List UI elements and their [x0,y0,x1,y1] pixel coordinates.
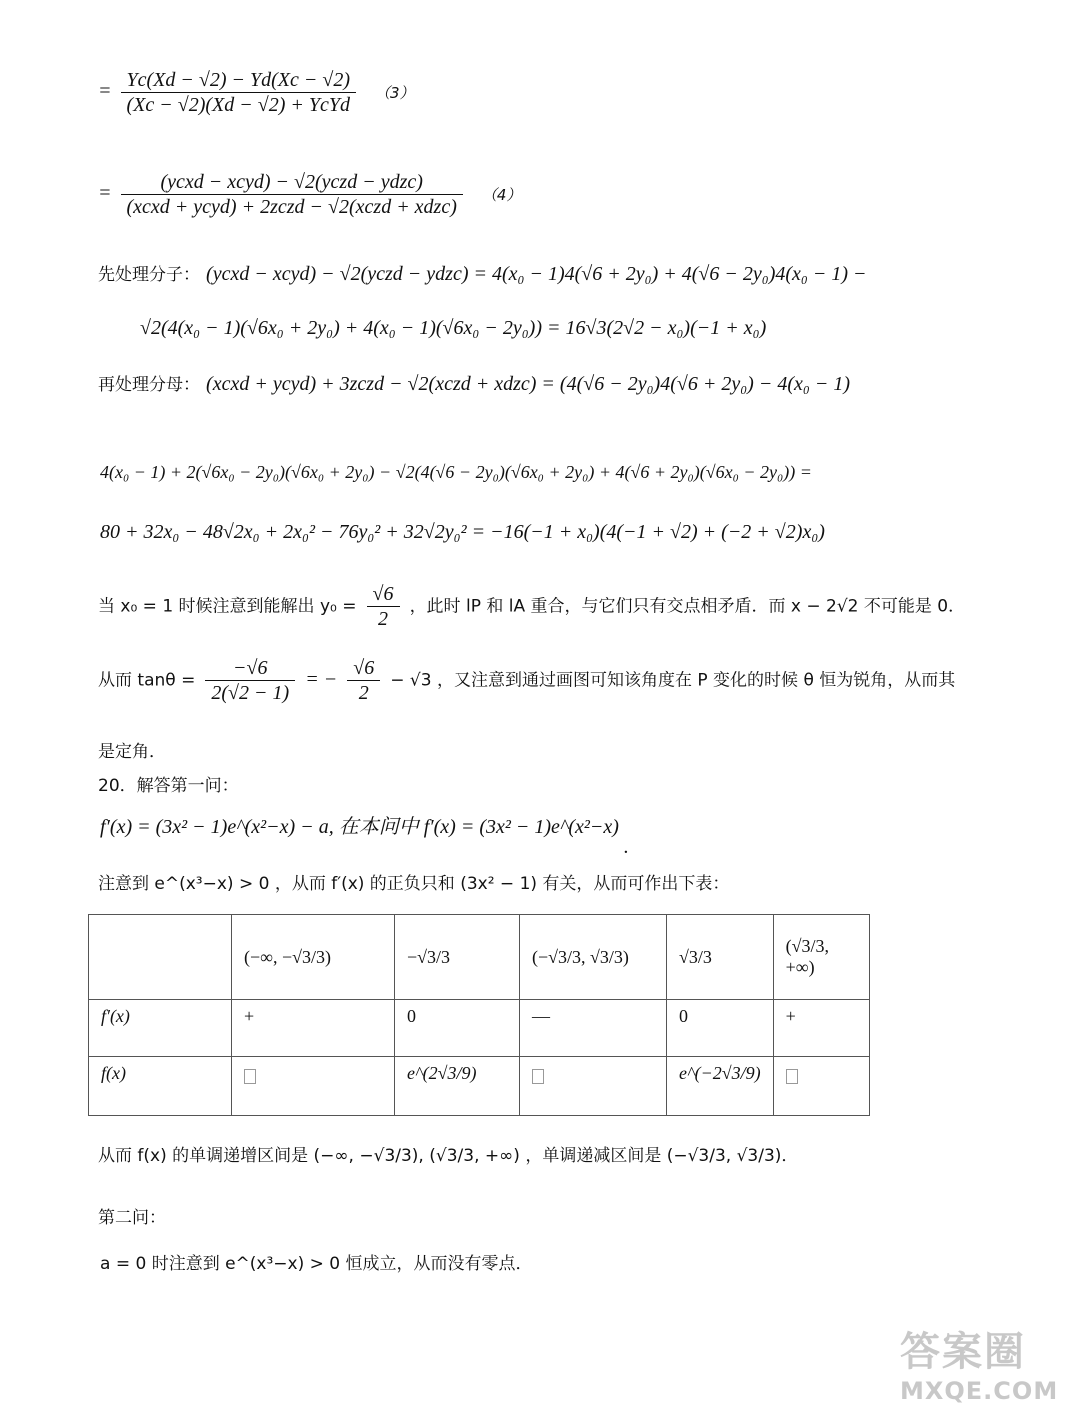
fraction-denominator: (xcxd + ycyd) + 2zczd − √2(xczd + xdzc) [126,196,457,218]
equation-tag: （4） [481,185,522,204]
increasing-arrow-icon [244,1069,256,1084]
case-line [98,582,965,631]
increasing-arrow-icon [786,1069,798,1084]
fraction [367,582,400,631]
table-cell: √3/3 [667,915,774,1000]
denominator-line-1 [98,372,850,396]
table-row [89,1000,870,1057]
table-cell: + [232,1000,395,1057]
case-text-2: ，此时 lP 和 lA 重合，与它们只有交点相矛盾．而 x − 2√2 不可能是 0． [409,596,966,617]
table-cell: (−∞, −√3/3) [232,915,395,1000]
case-text-1: 当 x₀ = 1 时候注意到能解出 y₀ = [98,596,357,617]
numerator-label: 先处理分子： [98,265,200,285]
monotonic-conclusion: 从而 f(x) 的单调递增区间是 (−∞, −√3/3), (√3/3, +∞) ，单调递减区间是 (−√3/3, √3/3)． [98,1146,799,1166]
table-row-label: f′(x) [89,1000,232,1057]
fraction-denominator: (Xc − √2)(Xd − √2) + YcYd [126,94,351,116]
derivative-period: . [623,836,629,858]
equation-4 [98,170,521,219]
table-cell: 0 [667,1000,774,1057]
denominator-expression: (xcxd + ycyd) + 3zczd − √2(xczd + xdzc) = (4(√6 − 2y₀)4(√6 + 2y₀) − 4(x₀ − 1) [206,373,850,395]
equals-sign: = [98,182,112,205]
numerator-line-2: √2(4(x₀ − 1)(√6x₀ + 2y₀) + 4(x₀ − 1)(√6x₀ − 2y₀)) = 16√3(2√2 − x₀)(−1 + x₀) [140,317,767,339]
table-cell: (√3/3, +∞) [773,915,869,1000]
table-cell: — [520,1000,667,1057]
table-cell: (−√3/3, √3/3) [520,915,667,1000]
table-cell [232,1057,395,1116]
fraction-numerator: √6 [347,656,380,681]
fraction-denominator: 2 [358,682,369,704]
equals-sign: = − [305,668,338,691]
decreasing-arrow-icon [532,1069,544,1084]
table-header-row [89,915,870,1000]
sign-table [88,914,870,1116]
part-two-heading: 第二问： [98,1208,166,1228]
table-row-label: f(x) [89,1057,232,1116]
denominator-label: 再处理分母： [98,375,200,395]
fraction-numerator: √6 [367,582,400,607]
watermark-title: 答案圈 [900,1329,1026,1375]
equation-3 [98,68,415,117]
denominator-line-2: 4(x₀ − 1) + 2(√6x₀ − 2y₀)(√6x₀ + 2y₀) − √2(4(√6 − 2y₀)(√6x₀ + 2y₀) + 4(√6 + 2y₀)(√6x₀ − 2y₀)) = [100,462,812,482]
table-cell [520,1057,667,1116]
derivative-expression: f′(x) = (3x² − 1)e^(x²−x) − a, 在本问中 f′(x) = (3x² − 1)e^(x²−x) [100,816,619,838]
fraction [121,170,463,219]
fraction [121,68,357,117]
table-cell: 0 [395,1000,520,1057]
part-two-line: a = 0 时注意到 e^(x³−x) > 0 恒成立，从而没有零点． [100,1254,533,1274]
table-cell [773,1057,869,1116]
equals-sign: = [98,80,112,103]
watermark-domain: MXQE.COM [900,1377,1059,1405]
fraction-numerator: −√6 [205,656,295,681]
table-cell: −√3/3 [395,915,520,1000]
tan-line-end: 是定角． [98,742,166,762]
table-cell: + [773,1000,869,1057]
denominator-line-3: 80 + 32x₀ − 48√2x₀ + 2x₀² − 76y₀² + 32√2y₀² = −16(−1 + x₀)(4(−1 + √2) + (−2 + √2)x₀) [100,521,825,543]
site-watermark [900,1320,1070,1405]
table-cell [89,915,232,1000]
table-row [89,1057,870,1116]
numerator-expression: (ycxd − xcyd) − √2(yczd − ydzc) = 4(x₀ − 1)4(√6 + 2y₀) + 4(√6 − 2y₀)4(x₀ − 1) − [206,263,867,285]
table-cell: e^(2√3/9) [395,1057,520,1116]
sign-note: 注意到 e^(x³−x) > 0 ，从而 f′(x) 的正负只和 (3x² − 1) 有关，从而可作出下表： [98,874,730,894]
equation-tag: （3） [375,83,415,102]
tan-text-2: − √3 ，又注意到通过画图可知该角度在 P 变化的时候 θ 恒为锐角，从而其 [390,670,956,691]
fraction [347,656,380,705]
table-cell: e^(−2√3/9) [667,1057,774,1116]
fraction-numerator: Yc(Xd − √2) − Yd(Xc − √2) [121,68,357,93]
question-heading: 20．解答第一问： [98,776,239,796]
tan-line [98,656,955,705]
fraction [205,656,295,705]
numerator-line-1 [98,262,867,286]
derivative-line [100,815,629,858]
fraction-denominator: 2 [378,608,389,630]
tan-text-1: 从而 tanθ = [98,670,196,691]
fraction-numerator: (ycxd − xcyd) − √2(yczd − ydzc) [121,170,463,195]
fraction-denominator: 2(√2 − 1) [211,682,290,704]
